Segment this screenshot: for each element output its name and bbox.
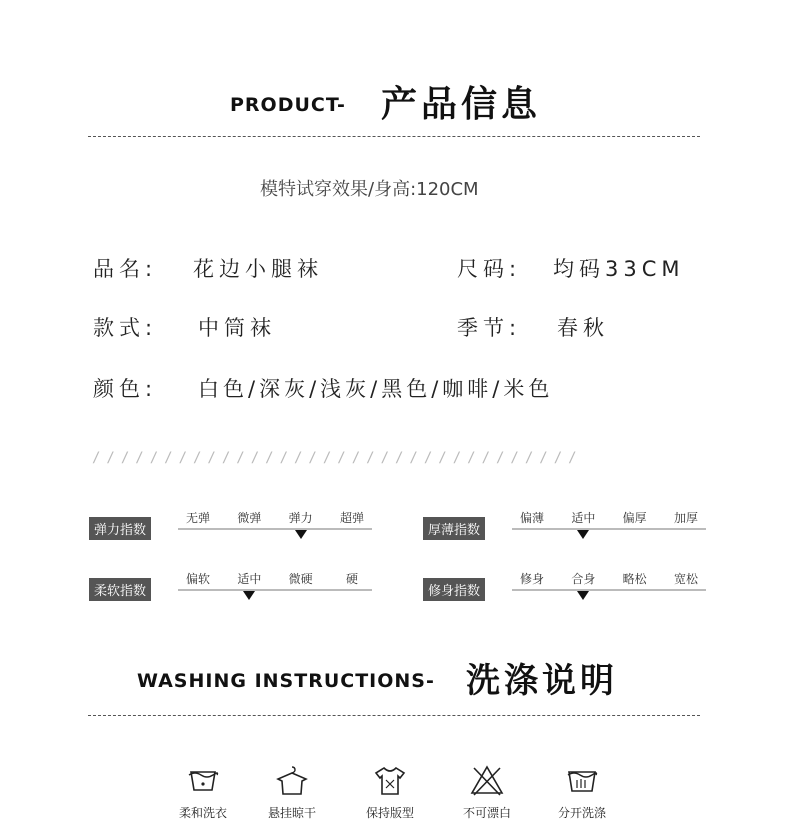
keep-shape-label: 保持版型	[365, 806, 415, 820]
index-option: 硬	[345, 572, 359, 586]
index-scale-fit	[512, 570, 706, 600]
index-option: 无弹	[185, 511, 211, 525]
hand-wash-label: 柔和洗衣	[178, 806, 228, 820]
index-scale-line	[178, 589, 372, 591]
hang-dry-label: 悬挂晾干	[267, 806, 317, 820]
index-option: 适中	[237, 572, 262, 586]
index-option: 超弹	[339, 511, 365, 525]
spec-style-label: 款式:	[93, 316, 158, 340]
separate-wash-label: 分开洗涤	[557, 806, 607, 820]
index-option: 宽松	[673, 572, 699, 586]
slash-divider: //////////////////////////////////	[92, 450, 583, 466]
index-option: 修身	[519, 572, 545, 586]
index-option: 弹力	[288, 511, 313, 525]
index-option: 加厚	[673, 511, 699, 525]
spec-name-label: 品名:	[93, 257, 158, 281]
index-selected-marker	[577, 530, 589, 539]
washing-divider	[88, 715, 700, 716]
index-scale-line	[512, 589, 706, 591]
spec-size-value: 均码33CM	[553, 257, 685, 281]
hang-dry-icon	[274, 764, 310, 796]
index-option: 偏厚	[622, 511, 647, 525]
index-selected-marker	[577, 591, 589, 600]
index-scale-line	[178, 528, 372, 530]
index-option: 合身	[571, 572, 596, 586]
spec-style-value: 中筒袜	[198, 316, 276, 340]
spec-name-value: 花边小腿袜	[193, 257, 323, 281]
index-scale-line	[512, 528, 706, 530]
index-scale-softness	[178, 570, 372, 600]
separate-wash-icon	[564, 764, 600, 796]
index-scale-elasticity	[178, 509, 372, 539]
index-option: 适中	[571, 511, 596, 525]
no-bleach-icon	[469, 764, 505, 796]
product-header-cn: 产品信息	[381, 84, 542, 125]
index-option: 偏薄	[519, 511, 545, 525]
spec-season-value: 春秋	[557, 316, 609, 340]
index-label-thickness: 厚薄指数	[423, 517, 485, 540]
spec-color-value: 白色/深灰/浅灰/黑色/咖啡/米色	[198, 377, 554, 401]
spec-size-label: 尺码:	[457, 257, 522, 281]
index-selected-marker	[295, 530, 307, 539]
index-label-softness: 柔软指数	[89, 578, 151, 601]
product-header-en: PRODUCT-	[230, 94, 346, 116]
spec-season-label: 季节:	[457, 316, 522, 340]
washing-header-en: WASHING INSTRUCTIONS-	[137, 670, 435, 692]
index-scale-thickness	[512, 509, 706, 539]
index-selected-marker	[243, 591, 255, 600]
index-option: 微弹	[237, 511, 262, 525]
index-label-fit: 修身指数	[423, 578, 485, 601]
hand-wash-icon	[185, 764, 221, 796]
index-option: 略松	[622, 572, 647, 586]
index-option: 偏软	[185, 572, 211, 586]
washing-header-cn: 洗涤说明	[466, 661, 618, 701]
no-bleach-label: 不可漂白	[462, 806, 512, 820]
index-option: 微硬	[288, 572, 313, 586]
index-label-elasticity: 弹力指数	[89, 517, 151, 540]
keep-shape-icon	[372, 764, 408, 796]
header-divider	[88, 136, 700, 137]
spec-color-label: 颜色:	[93, 377, 158, 401]
model-note: 模特试穿效果/身高:120CM	[260, 179, 479, 200]
